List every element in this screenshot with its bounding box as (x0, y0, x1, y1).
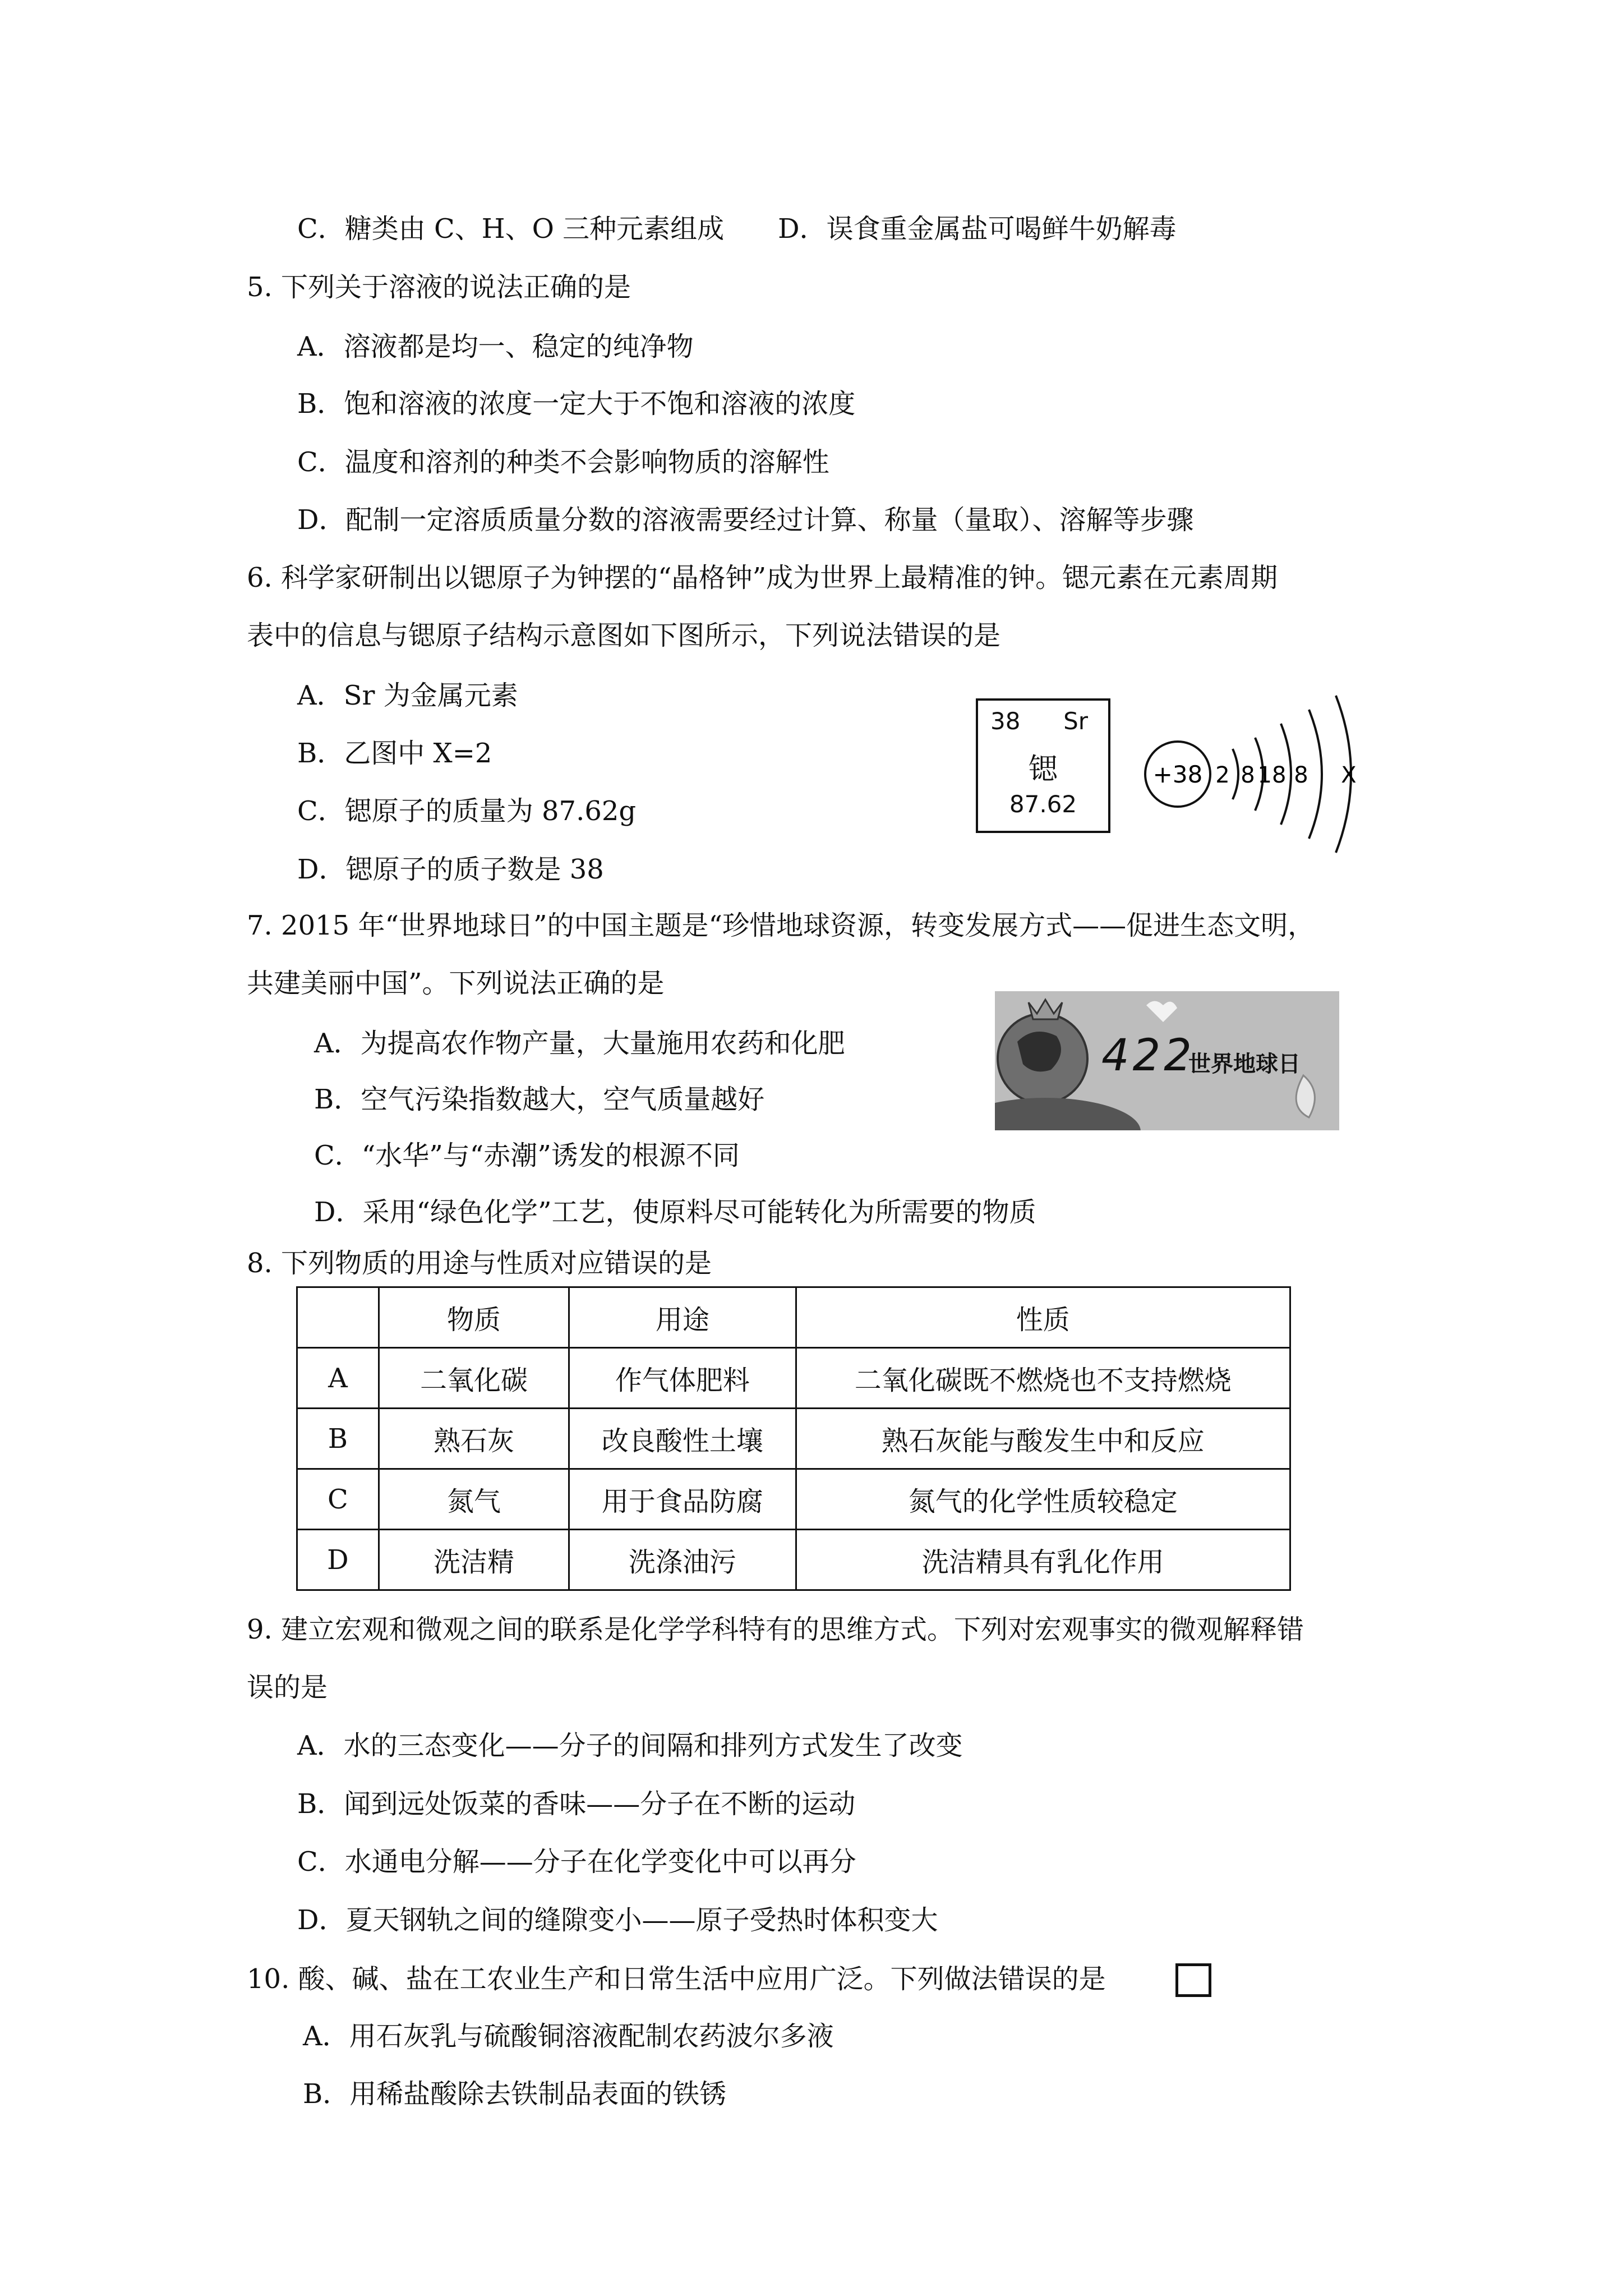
shell-electrons-2: 8 (1241, 762, 1255, 788)
question-10-stem: 10. 酸、碱、盐在工农业生产和日常生活中应用广泛。下列做法错误的是 (247, 1963, 1106, 1995)
table-cell: 熟石灰能与酸发生中和反应 (796, 1409, 1290, 1469)
q10-option-a: A．用石灰乳与硫酸铜溶液配制农药波尔多液 (303, 2021, 834, 2052)
table-row (297, 1469, 1290, 1530)
table-cell: D (297, 1530, 379, 1590)
table-cell: B (297, 1409, 379, 1469)
table-cell: A (297, 1348, 379, 1409)
table-row (297, 1409, 1290, 1469)
question-9-stem-line2: 误的是 (247, 1672, 328, 1703)
substance-use-property-table (296, 1286, 1291, 1591)
q5-option-d: D．配制一定溶质质量分数的溶液需要经过计算、称量（量取）、溶解等步骤 (297, 504, 1194, 536)
table-cell: 洗洁精 (379, 1530, 569, 1590)
element-name: 锶 (1028, 753, 1058, 786)
table-cell: C (297, 1469, 379, 1530)
q6-option-c: C．锶原子的质量为 87.62g (297, 795, 637, 827)
earth-day-date: 422 (1101, 1030, 1195, 1081)
table-cell: 作气体肥料 (569, 1348, 796, 1409)
q9-option-b: B．闻到远处饭菜的香味——分子在不断的运动 (297, 1788, 856, 1820)
atomic-mass: 87.62 (1009, 790, 1077, 818)
shell-electrons-5: X (1341, 762, 1357, 788)
q10-option-b: B．用稀盐酸除去铁制品表面的铁锈 (303, 2078, 727, 2110)
answer-box[interactable] (1175, 1963, 1211, 1997)
table-cell: 用于食品防腐 (569, 1469, 796, 1530)
table-header-cell: 物质 (379, 1287, 569, 1348)
table-cell: 氮气的化学性质较稳定 (796, 1469, 1290, 1530)
table-header-cell: 用途 (569, 1287, 796, 1348)
question-7-stem-line1: 7. 2015 年“世界地球日”的中国主题是“珍惜地球资源，转变发展方式——促进生态文明， (247, 910, 1315, 941)
q6-option-a: A．Sr 为金属元素 (297, 680, 518, 711)
table-row (297, 1530, 1290, 1590)
table-cell: 熟石灰 (379, 1409, 569, 1469)
q5-option-b: B．饱和溶液的浓度一定大于不饱和溶液的浓度 (297, 388, 856, 420)
question-6-stem-line2: 表中的信息与锶原子结构示意图如下图所示，下列说法错误的是 (247, 620, 1001, 651)
question-8-stem: 8. 下列物质的用途与性质对应错误的是 (247, 1248, 712, 1279)
table-header-cell (297, 1287, 379, 1348)
table-cell: 改良酸性土壤 (569, 1409, 796, 1469)
q9-option-d: D．夏天钢轨之间的缝隙变小——原子受热时体积变大 (297, 1904, 938, 1936)
table-header-cell: 性质 (796, 1287, 1290, 1348)
q7-option-b: B．空气污染指数越大，空气质量越好 (314, 1084, 765, 1115)
table-cell: 二氧化碳既不燃烧也不支持燃烧 (796, 1348, 1290, 1409)
q5-option-a: A．溶液都是均一、稳定的纯净物 (297, 331, 694, 362)
earth-day-title: 世界地球日 (1188, 1051, 1301, 1077)
q7-option-c: C．“水华”与“赤潮”诱发的根源不同 (314, 1140, 740, 1171)
table-cell: 二氧化碳 (379, 1348, 569, 1409)
q7-option-d: D．采用“绿色化学”工艺，使原料尽可能转化为所需要的物质 (314, 1197, 1036, 1228)
shell-electrons-4: 8 (1294, 762, 1308, 788)
q6-option-b: B．乙图中 X=2 (297, 738, 492, 769)
q9-option-a: A．水的三态变化——分子的间隔和排列方式发生了改变 (297, 1730, 963, 1761)
question-7-stem-line2: 共建美丽中国”。下列说法正确的是 (247, 968, 665, 999)
shell-arc-1 (1233, 749, 1238, 799)
atomic-number: 38 (990, 707, 1021, 735)
question-9-stem-line1: 9. 建立宏观和微观之间的联系是化学学科特有的思维方式。下列对宏观事实的微观解释错 (247, 1614, 1304, 1645)
table-row (297, 1348, 1290, 1409)
table-cell: 洗涤油污 (569, 1530, 796, 1590)
q4-option-c-d: C．糖类由 C、H、O 三种元素组成 D．误食重金属盐可喝鲜牛奶解毒 (297, 213, 1177, 245)
table-header-row (297, 1287, 1290, 1348)
q6-option-d: D．锶原子的质子数是 38 (297, 854, 604, 885)
element-cell-strontium (976, 698, 1110, 833)
shell-electrons-3: 18 (1257, 762, 1287, 788)
shell-electrons-1: 2 (1215, 762, 1230, 788)
q9-option-c: C．水通电分解——分子在化学变化中可以再分 (297, 1846, 856, 1878)
element-symbol: Sr (1063, 707, 1088, 735)
nucleus-charge: +38 (1152, 761, 1203, 788)
atom-structure-diagram (1133, 690, 1368, 858)
q5-option-c: C．温度和溶剂的种类不会影响物质的溶解性 (297, 447, 829, 478)
question-6-stem-line1: 6. 科学家研制出以锶原子为钟摆的“晶格钟”成为世界上最精准的钟。锶元素在元素周期 (247, 562, 1278, 593)
shell-arc-4 (1309, 710, 1322, 839)
question-5-stem: 5. 下列关于溶液的说法正确的是 (247, 272, 631, 303)
earth-day-banner (995, 991, 1339, 1130)
table-cell: 洗洁精具有乳化作用 (796, 1530, 1290, 1590)
table-cell: 氮气 (379, 1469, 569, 1530)
q7-option-a: A．为提高农作物产量，大量施用农药和化肥 (314, 1028, 845, 1059)
